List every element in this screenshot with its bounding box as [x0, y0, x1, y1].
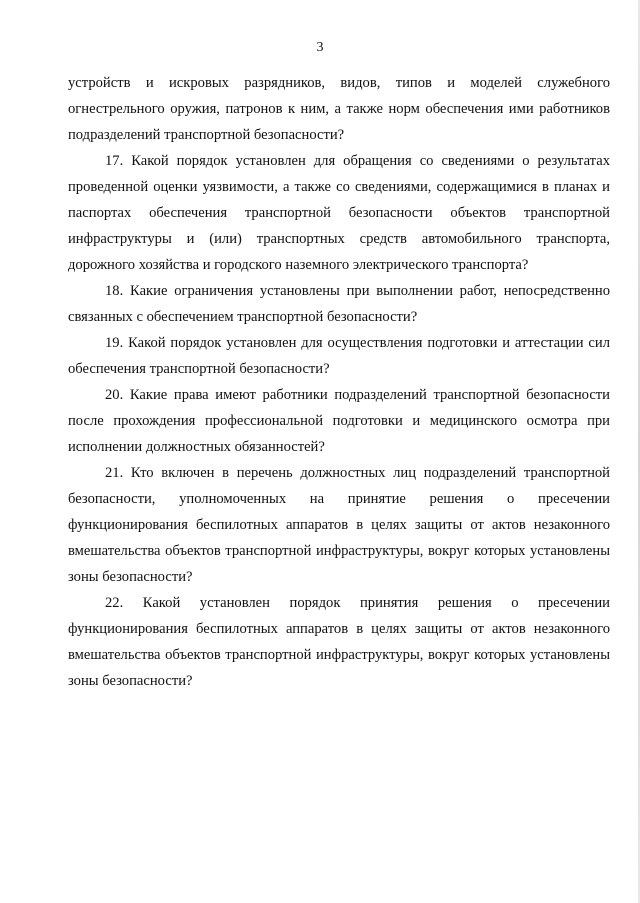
- paragraph-continuation: устройств и искровых разрядников, видов, типов и моделей служебного огнестрельного оружия, патронов к ним, а также норм обеспечения ими работников подразделений транспортной безопасности?: [68, 75, 610, 143]
- question-22: 22. Какой установлен порядок принятия решения о пресечении функционирования беспилотных аппаратов в целях защиты от актов незаконного вмешательства объектов транспортной инфраструктуры, вокруг которых установлены зоны безопасности?: [68, 595, 610, 689]
- question-18: 18. Какие ограничения установлены при выполнении работ, непосредственно связанных с обеспечением транспортной безопасности?: [68, 283, 610, 325]
- question-19: 19. Какой порядок установлен для осуществления подготовки и аттестации сил обеспечения транспортной безопасности?: [68, 335, 610, 377]
- question-20: 20. Какие права имеют работники подразделений транспортной безопасности после прохождения профессиональной подготовки и медицинского осмотра при исполнении должностных обязанностей?: [68, 387, 610, 455]
- question-21: 21. Кто включен в перечень должностных лиц подразделений транспортной безопасности, уполномоченных на принятие решения о пресечении функционирования беспилотных аппаратов в целях защиты от актов незаконного вмешательства объектов транспортной инфраструктуры, вокруг которых установлены зоны безопасности?: [68, 465, 610, 585]
- page-number: 3: [316, 40, 324, 55]
- question-17: 17. Какой порядок установлен для обращения со сведениями о результатах проведенной оценки уязвимости, а также со сведениями, содержащимися в планах и паспортах обеспечения транспортной безопасности объектов транспортной инфраструктуры и (или) транспортных средств автомобильного транспорта, дорожного хозяйства и городского наземного электрического транспорта?: [68, 153, 610, 273]
- document-body: [68, 70, 610, 694]
